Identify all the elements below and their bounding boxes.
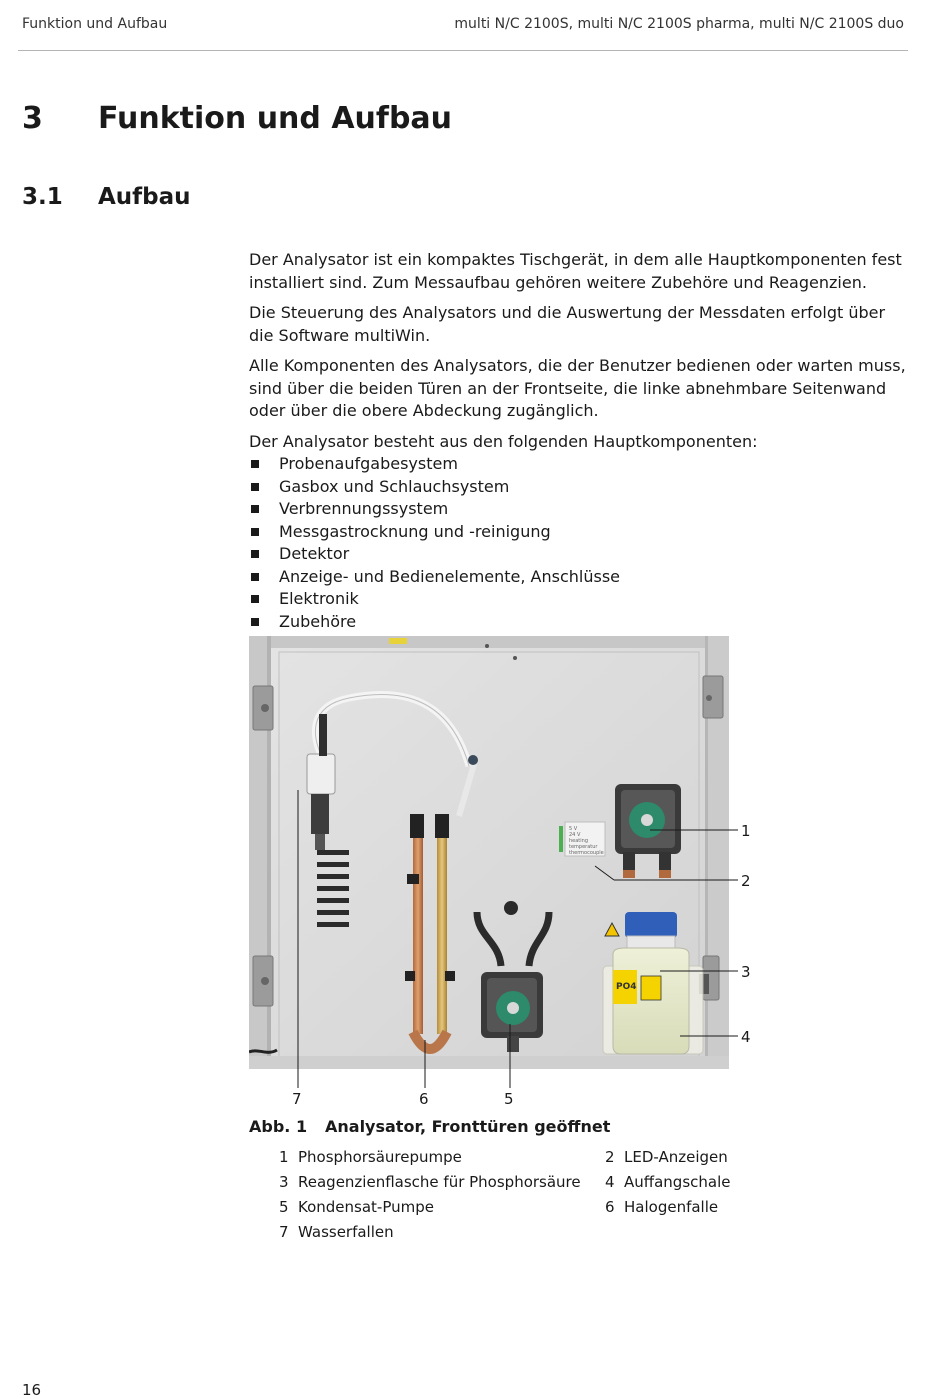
led-label: 5 V	[569, 826, 578, 832]
running-header-right: multi N/C 2100S, multi N/C 2100S pharma, multi N/C 2100S duo	[454, 16, 904, 32]
callout-7: 7	[292, 1090, 302, 1108]
list-item: Probenaufgabesystem	[249, 453, 909, 476]
bullet-square-icon	[251, 505, 259, 513]
list-item: Anzeige- und Bedienelemente, Anschlüsse	[249, 566, 909, 589]
list-item: Verbrennungssystem	[249, 498, 909, 521]
bullet-square-icon	[251, 550, 259, 558]
led-panel	[559, 822, 605, 856]
body-text	[249, 249, 909, 633]
callout-1: 1	[741, 822, 751, 840]
list-item: Detektor	[249, 543, 909, 566]
figure-title: Analysator, Fronttüren geöffnet	[325, 1117, 611, 1136]
chapter-number: 3	[22, 101, 43, 136]
callout-3: 3	[741, 963, 751, 981]
paragraph: Alle Komponenten des Analysators, die der Benutzer bedienen oder warten muss, sind über die beiden Türen an der Frontseite, die linke abnehmbare Seitenwand oder über die obere Abdeckung zugänglich.	[249, 356, 906, 420]
legend-item: 4 Auffangschale	[605, 1173, 731, 1191]
bullet-square-icon	[251, 573, 259, 581]
paragraph: Die Steuerung des Analysators und die Auswertung der Messdaten erfolgt über die Software multiWin.	[249, 303, 886, 345]
analyzer-photo	[249, 636, 729, 1069]
bullet-square-icon	[251, 460, 259, 468]
led-label: thermocouple	[569, 850, 604, 856]
paragraph: Der Analysator ist ein kompaktes Tischgerät, in dem alle Hauptkomponenten fest installiert sind. Zum Messaufbau gehören weitere Zubehöre und Reagenzien.	[249, 250, 902, 292]
list-item: Messgastrocknung und -reinigung	[249, 521, 909, 544]
page-number: 16	[22, 1381, 42, 1399]
legend-item: 1 Phosphorsäurepumpe	[279, 1148, 462, 1166]
bullet-square-icon	[251, 618, 259, 626]
bullet-square-icon	[251, 483, 259, 491]
legend-item: 5 Kondensat-Pumpe	[279, 1198, 434, 1216]
legend-item: 7 Wasserfallen	[279, 1223, 394, 1241]
callout-5: 5	[504, 1090, 514, 1108]
callout-6: 6	[419, 1090, 429, 1108]
running-header-left: Funktion und Aufbau	[22, 16, 168, 32]
component-list	[249, 453, 909, 633]
legend-item: 3 Reagenzienflasche für Phosphorsäure	[279, 1173, 581, 1191]
legend-item: 2 LED-Anzeigen	[605, 1148, 728, 1166]
bullet-square-icon	[251, 528, 259, 536]
led-label: temperatur	[569, 844, 598, 850]
callout-4: 4	[741, 1028, 751, 1046]
bottle-label: PO4	[616, 982, 637, 992]
callout-2: 2	[741, 872, 751, 890]
legend-item: 6 Halogenfalle	[605, 1198, 719, 1216]
led-label: heating	[569, 838, 589, 844]
list-item: Gasbox und Schlauchsystem	[249, 476, 909, 499]
chapter-title: Funktion und Aufbau	[98, 101, 453, 136]
section-number: 3.1	[22, 184, 63, 210]
paragraph: Der Analysator besteht aus den folgenden Hauptkomponenten:	[249, 431, 758, 451]
list-item: Elektronik	[249, 588, 909, 611]
list-item: Zubehöre	[249, 611, 909, 634]
led-label: 24 V	[569, 832, 581, 838]
bullet-square-icon	[251, 595, 259, 603]
header-divider	[18, 50, 908, 51]
figure-label: Abb. 1	[249, 1117, 308, 1136]
section-title: Aufbau	[98, 184, 191, 210]
